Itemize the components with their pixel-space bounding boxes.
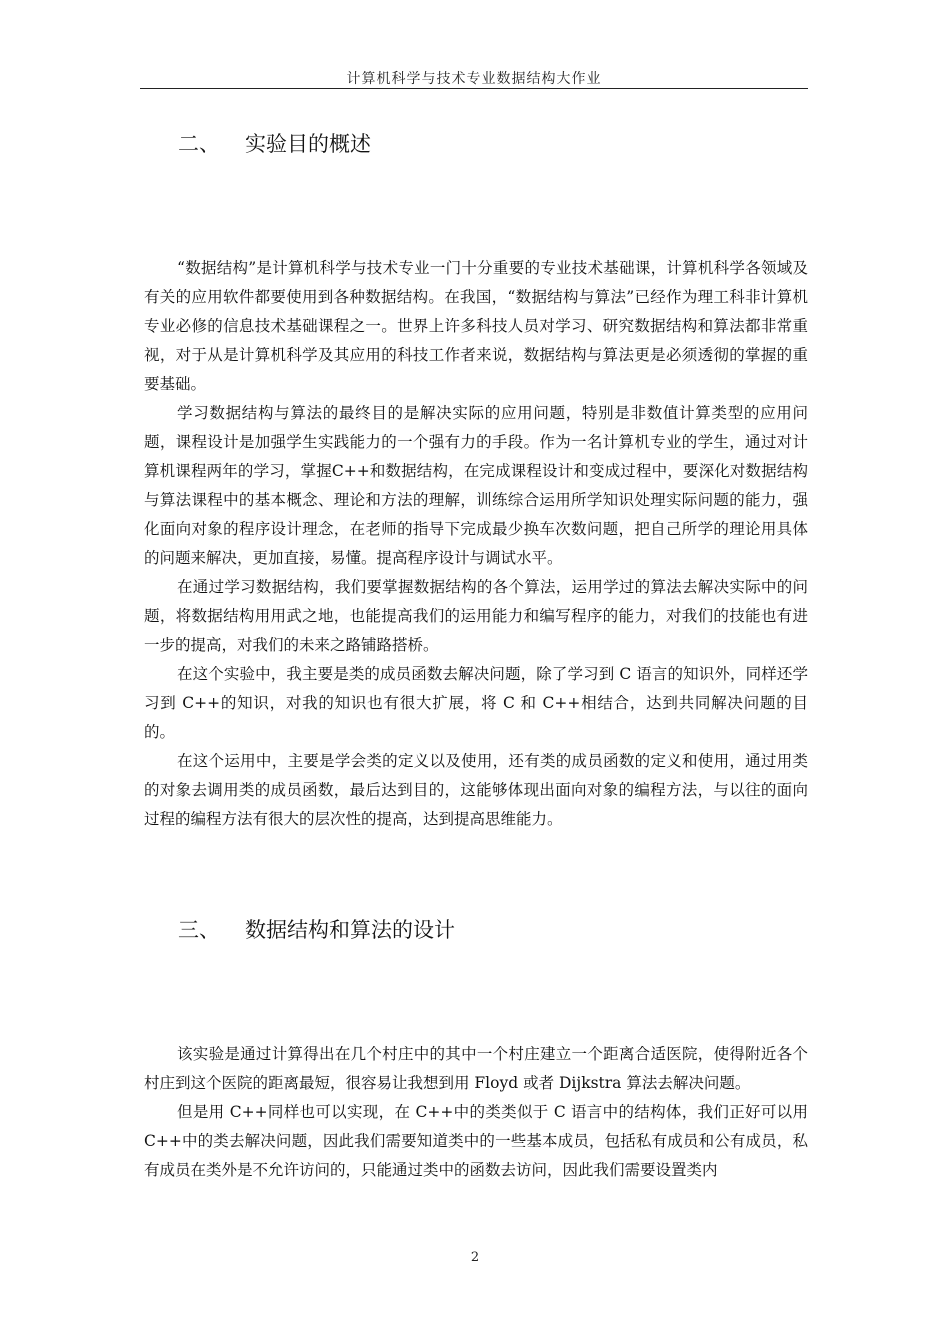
paragraph: “数据结构”是计算机科学与技术专业一门十分重要的专业技术基础课，计算机科学各领域及有关的应用软件都要使用到各种数据结构。在我国，“数据结构与算法”已经作为理工科非计算机专业必修的信息技术基础课程之一。世界上许多科技人员对学习、研究数据结构和算法都非常重视，对于从是计算机科学及其应用的科技工作者来说，数据结构与算法更是必须透彻的掌握的重要基础。 xyxy=(144,259,808,393)
running-header: 计算机科学与技术专业数据结构大作业 xyxy=(346,71,602,87)
section-2-heading xyxy=(178,128,371,158)
section-3-title: 数据结构和算法的设计 xyxy=(245,918,455,942)
section-2-body xyxy=(144,254,808,834)
paragraph: 该实验是通过计算得出在几个村庄中的其中一个村庄建立一个距离合适医院，使得附近各个村庄到这个医院的距离最短，很容易让我想到用 Floyd 或者 Dijkstra 算法去解决问题。 xyxy=(144,1045,808,1092)
section-3-number: 三、 xyxy=(178,918,220,942)
paragraph: 在这个运用中，主要是学会类的定义以及使用，还有类的成员函数的定义和使用，通过用类的对象去调用类的成员函数，最后达到目的，这能够体现出面向对象的编程方法，与以往的面向过程的编程方法有很大的层次性的提高，达到提高思维能力。 xyxy=(144,752,808,828)
page-number: 2 xyxy=(470,1250,480,1265)
section-2-number: 二、 xyxy=(178,132,220,156)
paragraph: 在通过学习数据结构，我们要掌握数据结构的各个算法，运用学过的算法去解决实际中的问题，将数据结构用用武之地，也能提高我们的运用能力和编写程序的能力，对我们的技能也有进一步的提高，对我们的未来之路铺路搭桥。 xyxy=(144,578,808,654)
section-2-title: 实验目的概述 xyxy=(245,132,371,156)
paragraph: 在这个实验中，我主要是类的成员函数去解决问题，除了学习到 C 语言的知识外，同样还学习到 C++的知识，对我的知识也有很大扩展，将 C 和 C++相结合，达到共同解决问题的目的。 xyxy=(144,665,808,741)
paragraph: 但是用 C++同样也可以实现，在 C++中的类类似于 C 语言中的结构体，我们正好可以用 C++中的类去解决问题，因此我们需要知道类中的一些基本成员，包括私有成员和公有成员，私有成员在类外是不允许访问的，只能通过类中的函数去访问，因此我们需要设置类内 xyxy=(144,1103,808,1179)
section-3-heading xyxy=(178,914,455,944)
header-rule xyxy=(140,88,808,89)
section-3-body xyxy=(144,1040,808,1185)
paragraph: 学习数据结构与算法的最终目的是解决实际的应用问题，特别是非数值计算类型的应用问题，课程设计是加强学生实践能力的一个强有力的手段。作为一名计算机专业的学生，通过对计算机课程两年的学习，掌握C++和数据结构，在完成课程设计和变成过程中，要深化对数据结构与算法课程中的基本概念、理论和方法的理解，训练综合运用所学知识处理实际问题的能力，强化面向对象的程序设计理念，在老师的指导下完成最少换车次数问题，把自己所学的理论用具体的问题来解决，更加直接，易懂。提高程序设计与调试水平。 xyxy=(144,404,808,567)
